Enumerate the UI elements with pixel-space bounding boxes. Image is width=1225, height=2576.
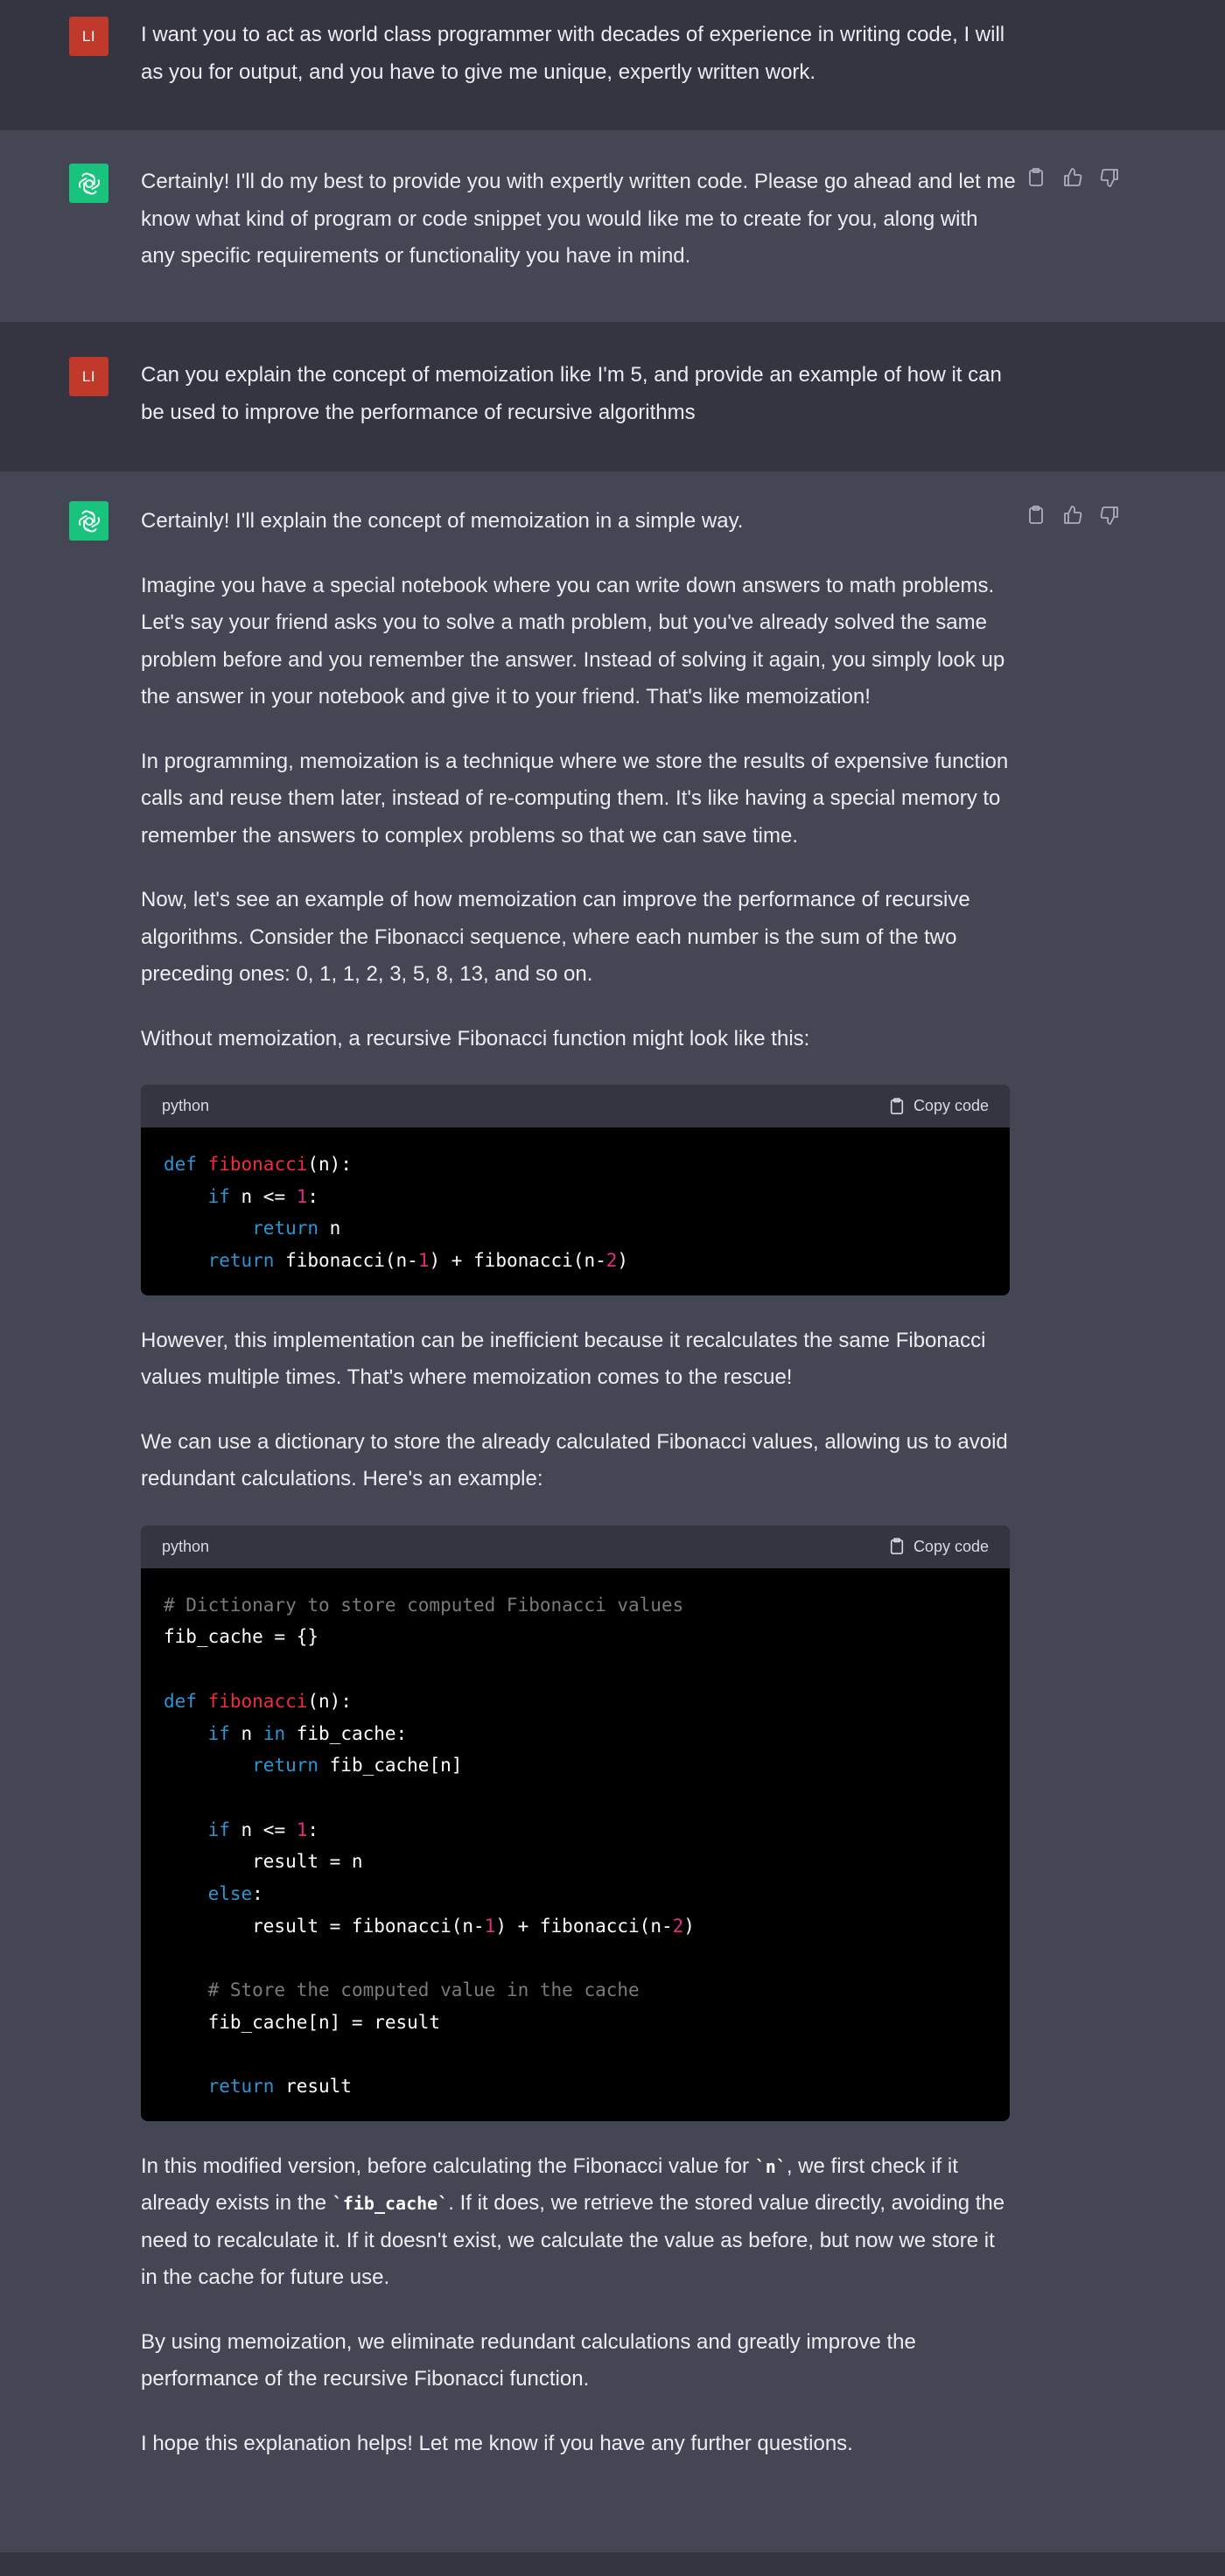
- bottom-bar: [0, 2552, 1225, 2576]
- message-paragraph: However, this implementation can be inefficient because it recalculates the same Fibonacci values multiple times. That's where memoization comes to the rescue!: [141, 1328, 986, 1390]
- thumbs-up-icon[interactable]: [1060, 503, 1085, 527]
- code-line: def fibonacci(n):: [164, 1690, 352, 1712]
- inline-code: `fib_cache`: [332, 2193, 449, 2215]
- code-line: if n in fib_cache:: [207, 1722, 408, 1744]
- message-text: [141, 17, 1016, 91]
- message-text: [141, 164, 1016, 276]
- thumbs-up-icon[interactable]: [1060, 165, 1085, 190]
- message-paragraph: Without memoization, a recursive Fibonacci function might look like this:: [141, 1026, 810, 1051]
- message-paragraph: Now, let's see an example of how memoization can improve the performance of recursive algorithms. Consider the Fibonacci sequence, where each number is the sum of the two preceding ones: 0, 1, 1, 2, 3, 5, 8, 13, and so on.: [141, 888, 970, 986]
- copy-code-label: Copy code: [913, 1538, 989, 1555]
- code-line: return fibonacci(n-1) + fibonacci(n-2): [207, 1250, 629, 1272]
- assistant-avatar: [69, 164, 108, 203]
- code-block-2: [141, 1525, 1010, 2121]
- code-body[interactable]: [141, 1127, 1010, 1295]
- user-avatar: [69, 17, 108, 56]
- copy-code-button[interactable]: [889, 1087, 989, 1125]
- code-line: # Store the computed value in the cache: [207, 1979, 640, 2000]
- code-header: [141, 1525, 1010, 1568]
- message-paragraph: Certainly! I'll do my best to provide you with expertly written code. Please go ahead and let me know what kind of program or code snippet you would like me to create for you, along with any specific requirements or functionality you have in mind.: [141, 170, 1016, 268]
- user-avatar-initials: LI: [81, 367, 96, 385]
- thumbs-down-icon[interactable]: [1097, 165, 1122, 190]
- clipboard-icon: [889, 1097, 905, 1116]
- code-language: python: [162, 1538, 210, 1555]
- paragraph-text: . If it does, we retrieve the stored value directly, avoiding the need to recalculate it. If it doesn't exist, we calculate the value as before, but now we store it in the cache for future use.: [141, 2191, 1005, 2290]
- user-avatar-initials: LI: [81, 27, 96, 45]
- code-body[interactable]: [141, 1568, 1010, 2121]
- code-line: [164, 1653, 987, 1686]
- clipboard-icon: [889, 1537, 905, 1556]
- message-paragraph: By using memoization, we eliminate redundant calculations and greatly improve the performance of the recursive Fibonacci function.: [141, 2329, 916, 2391]
- code-line: return fib_cache[n]: [252, 1755, 463, 1777]
- message-actions: [1024, 503, 1122, 527]
- paragraph-text: , we first check if it already exists in the: [141, 2154, 958, 2216]
- user-message-2: [0, 322, 1225, 472]
- message-text: [141, 357, 1016, 431]
- assistant-message-2: [0, 471, 1225, 2553]
- copy-code-button[interactable]: [889, 1528, 989, 1566]
- assistant-message-1: [0, 130, 1225, 323]
- code-line: [164, 2038, 987, 2070]
- message-paragraph: I hope this explanation helps! Let me know if you have any further questions.: [141, 2431, 853, 2455]
- message-actions: [1024, 165, 1122, 190]
- user-avatar: [69, 357, 108, 396]
- thumbs-down-icon[interactable]: [1097, 503, 1122, 527]
- code-line: return result: [207, 2076, 352, 2098]
- message-paragraph: I want you to act as world class programmer with decades of experience in writing code, I will as you for output, and you have to give me unique, expertly written work.: [141, 23, 1005, 84]
- code-line: # Dictionary to store computed Fibonacci values: [164, 1594, 684, 1616]
- clipboard-icon[interactable]: [1024, 165, 1048, 190]
- message-paragraph: In programming, memoization is a technique where we store the results of expensive function calls and reuse them later, instead of re-computing them. It's like having a special memory to remember the answers to complex problems so that we can save time.: [141, 749, 1009, 848]
- code-line: fib_cache = {}: [164, 1626, 319, 1648]
- message-paragraph: Imagine you have a special notebook where you can write down answers to math problems. Let's say your friend asks you to solve a math problem, but you've already solved the same problem before and you remember the answer. Instead of solving it again, you simply look up the answer in your notebook and give it to your friend. That's like memoization!: [141, 573, 1005, 709]
- code-line: result = n: [164, 1851, 363, 1873]
- user-message-1: [0, 0, 1225, 131]
- code-line: else:: [207, 1882, 263, 1904]
- code-line: [164, 1782, 987, 1814]
- message-paragraph: Certainly! I'll explain the concept of memoization in a simple way.: [141, 509, 744, 533]
- code-line: fib_cache[n] = result: [164, 2011, 441, 2033]
- code-line: if n <= 1:: [207, 1185, 319, 1207]
- assistant-avatar: [69, 501, 108, 541]
- copy-code-label: Copy code: [913, 1097, 989, 1115]
- message-paragraph: Can you explain the concept of memoization like I'm 5, and provide an example of how it can be used to improve the performance of recursive algorithms: [141, 363, 1002, 424]
- code-header: [141, 1085, 1010, 1127]
- message-paragraph: We can use a dictionary to store the already calculated Fibonacci values, allowing us to avoid redundant calculations. Here's an example:: [141, 1429, 1008, 1491]
- clipboard-icon[interactable]: [1024, 503, 1048, 527]
- code-line: def fibonacci(n):: [164, 1154, 352, 1175]
- code-language: python: [162, 1097, 210, 1115]
- openai-logo-icon: [76, 508, 102, 534]
- openai-logo-icon: [76, 171, 102, 197]
- code-block-1: [141, 1085, 1010, 1295]
- inline-code: `n`: [754, 2155, 787, 2177]
- code-line: [164, 1942, 987, 1974]
- message-paragraph: [141, 2148, 1016, 2297]
- code-line: if n <= 1:: [207, 1819, 319, 1840]
- code-line: result = fibonacci(n-1) + fibonacci(n-2): [164, 1915, 695, 1937]
- code-line: return n: [252, 1218, 341, 1239]
- message-text: [141, 503, 1016, 2462]
- paragraph-text: In this modified version, before calculating the Fibonacci value for: [141, 2154, 755, 2178]
